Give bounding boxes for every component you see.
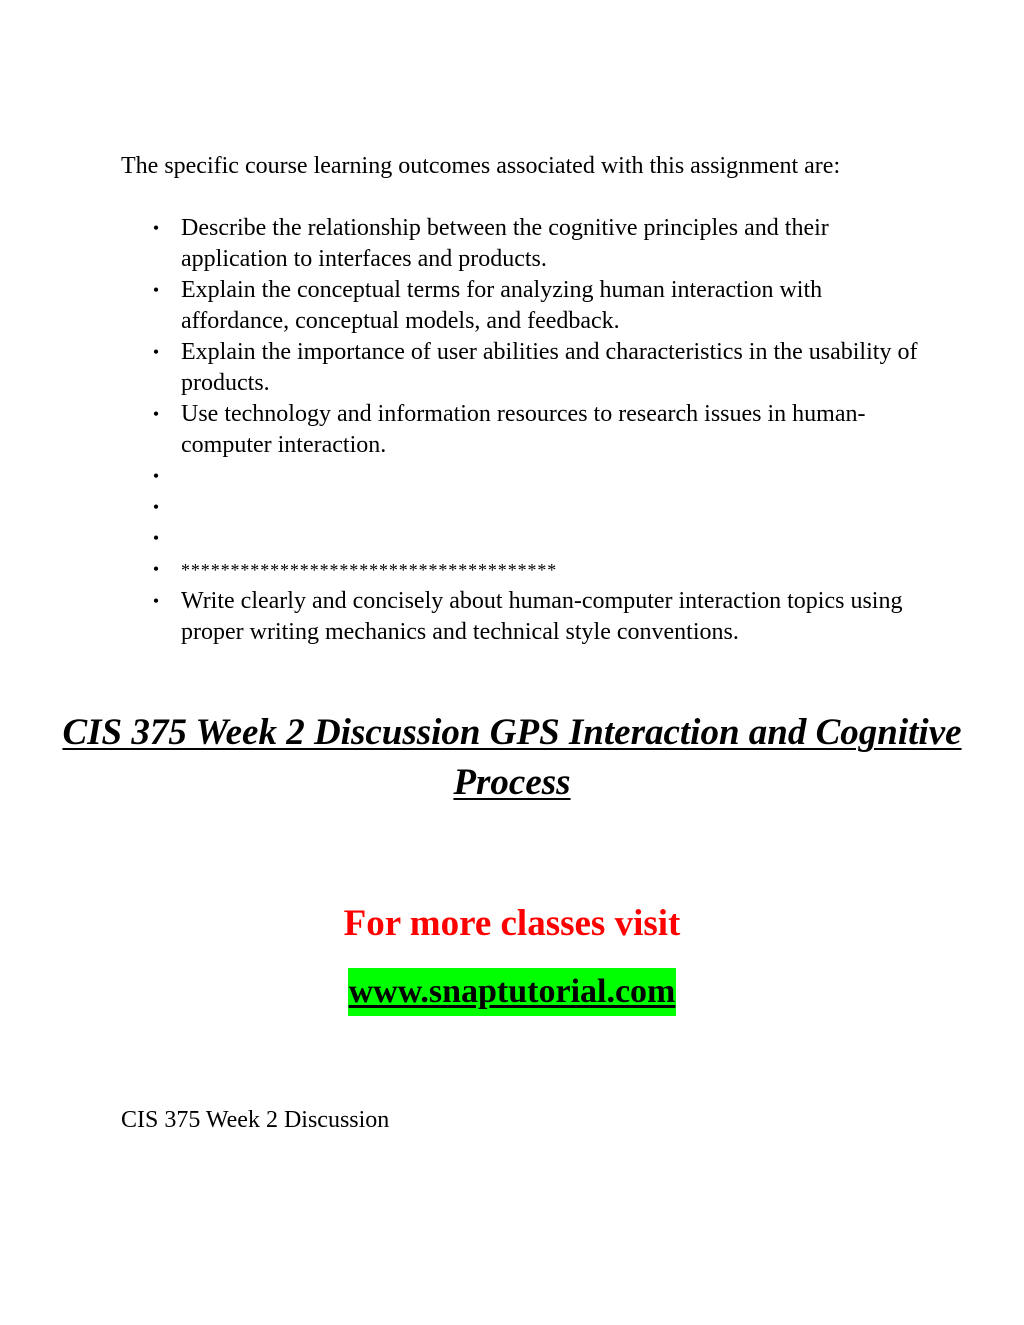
- list-item: [152, 523, 921, 554]
- list-item: [152, 586, 921, 648]
- outcome-text: Explain the importance of user abilities and characteristics in the usability of products.: [181, 339, 918, 396]
- section-heading: CIS 375 Week 2 Discussion: [121, 1107, 390, 1133]
- bullet-icon: •: [152, 591, 160, 611]
- page-title: CIS 375 Week 2 Discussion GPS Interaction and Cognitive Process: [62, 712, 962, 803]
- bullet-icon: •: [152, 528, 160, 548]
- bullet-icon: •: [152, 280, 160, 300]
- outcome-text: Use technology and information resources to research issues in human-computer interaction.: [181, 401, 866, 458]
- list-item: [152, 275, 921, 337]
- list-item: [152, 399, 921, 461]
- outcome-text: Write clearly and concisely about human-computer interaction topics using proper writing mechanics and technical style conventions.: [181, 588, 903, 645]
- bullet-icon: •: [152, 218, 160, 238]
- outcome-text: Describe the relationship between the cognitive principles and their application to interfaces and products.: [181, 215, 829, 272]
- separator-stars: **************************************: [181, 560, 558, 580]
- website-link-container: [0, 968, 1024, 1016]
- outcome-text: Explain the conceptual terms for analyzing human interaction with affordance, conceptual models, and feedback.: [181, 277, 823, 334]
- learning-outcomes-list: [152, 213, 921, 648]
- bullet-icon: •: [152, 559, 160, 579]
- bullet-icon: •: [152, 497, 160, 517]
- promo-text: For more classes visit: [343, 903, 681, 944]
- bullet-icon: •: [152, 342, 160, 362]
- list-item: [152, 461, 921, 492]
- website-link[interactable]: www.snaptutorial.com: [348, 968, 677, 1016]
- list-item: [152, 492, 921, 523]
- list-item: [152, 213, 921, 275]
- list-item: [152, 337, 921, 399]
- intro-paragraph: The specific course learning outcomes associated with this assignment are:: [121, 153, 841, 179]
- bullet-icon: •: [152, 404, 160, 424]
- bullet-icon: •: [152, 466, 160, 486]
- list-item: [152, 554, 921, 586]
